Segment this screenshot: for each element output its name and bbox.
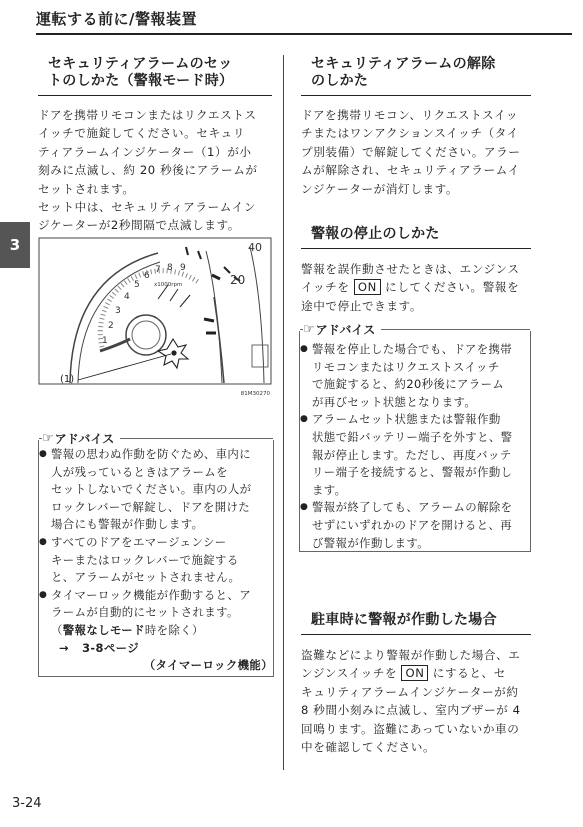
section-body-alarm-release — [301, 106, 531, 198]
line: で施錠すると、約20秒後にアラーム — [312, 377, 505, 392]
paren: （ — [51, 622, 63, 637]
advice-rule — [120, 438, 273, 439]
section-title-alarm-stop: 警報の停止のしかた — [301, 226, 531, 249]
advice-item — [39, 534, 273, 587]
meter-illustration — [38, 237, 272, 397]
left-column — [38, 56, 272, 96]
speed-label: 40 — [248, 241, 262, 254]
meter-svg — [38, 237, 272, 397]
line: ● タイマーロック機能が作動すると、ア — [51, 587, 251, 602]
page-header-title: 運転する前に/警報装置 — [36, 10, 197, 28]
tick-label: 7 — [155, 265, 161, 275]
line: が再びセット状態となります。 — [312, 394, 477, 409]
tick-label: 8 — [167, 263, 173, 273]
body-line: チまたはワンアクションスイッチ（タイ — [301, 126, 519, 141]
line: ● 警報の思わぬ作動を防ぐため、車内に — [51, 447, 251, 461]
section-title-alarm-release — [301, 56, 531, 96]
line: せずにいずれかのドアを開けると、再 — [312, 517, 513, 532]
title-line: セキュリティアラームの解除 — [311, 56, 496, 72]
advice-item — [300, 341, 530, 411]
advice-item — [39, 446, 273, 534]
section-body-alarm-stop — [301, 260, 531, 315]
advice-box-right — [299, 322, 531, 552]
body-line: ンジケーターが消灯します。 — [301, 181, 459, 196]
line — [51, 622, 273, 640]
body-line: セット中は、セキュリティアラームイン — [38, 200, 257, 215]
body-line: ムが解除され、セキュリティアラームイ — [301, 163, 520, 178]
title-line: トのしかた（警報モード時） — [48, 73, 234, 89]
section-body-alarm-set — [38, 106, 272, 235]
right-column-top — [301, 56, 531, 96]
tick-label: 9 — [180, 263, 186, 273]
page-header — [36, 8, 572, 35]
line: ● すべてのドアをエマージェンシー — [51, 534, 227, 549]
ref-title: （タイマーロック機能） — [143, 658, 273, 673]
body-line: ティアラームインジケーター（1）が小 — [38, 144, 252, 159]
body-line: 警報を誤作動させたときは、エンジンス — [301, 262, 520, 276]
body-line — [301, 664, 531, 682]
page-reference[interactable] — [51, 640, 273, 658]
header-rule — [36, 33, 572, 35]
body-line: 途中で停止できます。 — [301, 298, 423, 313]
body-line: ドアを携帯リモコンまたはリクエストス — [38, 108, 257, 122]
advice-rule — [381, 329, 530, 330]
advice-heading: アドバイス — [55, 430, 121, 447]
section-stop — [301, 226, 531, 249]
tick-label: 1 — [102, 336, 108, 346]
section-title-parked-alarm: 駐車時に警報が作動した場合 — [301, 612, 531, 635]
line: キーまたはロックレバーで施錠する — [51, 552, 239, 567]
paren-text: 時を除く） — [144, 622, 204, 637]
body-line: イッチで施錠してください。セキュリ — [38, 126, 246, 141]
line: 報が停止します。ただし、再度バッテ — [312, 447, 512, 462]
body-line: ドアを携帯リモコン、リクエストスイッ — [301, 108, 519, 122]
advice-item — [300, 411, 530, 499]
text: にすると、セ — [432, 666, 506, 681]
switch-on-label: ON — [401, 665, 428, 681]
callout-label: (1) — [60, 374, 75, 385]
advice-list — [39, 446, 273, 675]
pointing-hand-icon: ☞ — [303, 322, 315, 337]
line: ● 警報を停止した場合でも、ドアを携帯 — [312, 342, 513, 356]
tick-label: 5 — [134, 280, 140, 290]
tick-label: 4 — [124, 292, 130, 302]
body-line: 回鳴ります。盗難にあっていないか車の — [301, 721, 520, 736]
title-line: セキュリティアラームのセッ — [48, 56, 233, 72]
line: 人が残っているときはアラームを — [51, 464, 228, 479]
section-parked — [301, 612, 531, 635]
line: ラームが自動的にセットされます。 — [51, 605, 239, 620]
line: リモコンまたはリクエストスイッチ — [312, 359, 500, 374]
page-number: 3-24 — [12, 796, 42, 811]
advice-list — [300, 341, 530, 552]
body-line: プ別装備）で解錠してください。アラー — [301, 144, 521, 159]
line: ロックレバーで解錠し、ドアを開けた — [51, 499, 251, 514]
line: ● アラームセット状態または警報作動 — [312, 412, 501, 427]
advice-box-left — [38, 431, 274, 677]
advice-header — [39, 430, 273, 447]
body-line: 刻みに点滅し、約 20 秒後にアラームが — [38, 163, 258, 178]
body-line — [301, 278, 531, 296]
figure-code: 81M30270 — [240, 391, 270, 397]
advice-item — [39, 587, 273, 675]
title-line: のしかた — [311, 73, 369, 89]
body-line: 盗難などにより警報が作動した場合、エ — [301, 648, 521, 662]
column-divider — [283, 55, 284, 770]
text: にしてください。警報を — [385, 280, 520, 295]
body-line: 中を確認してください。 — [301, 740, 436, 755]
text: ンジンスイッチを — [301, 666, 398, 681]
line: び警報が作動します。 — [312, 535, 429, 550]
section-body-parked-alarm — [301, 646, 531, 756]
advice-item — [300, 499, 530, 552]
line: ● 警報が終了しても、アラームの解除を — [312, 500, 513, 515]
tick-label: 3 — [115, 306, 121, 316]
body-line: セットされます。 — [38, 181, 135, 196]
mode-name: 警報なしモード — [62, 622, 145, 637]
line: リー端子を接続すると、警報が作動し — [312, 465, 513, 480]
line: セットしないでください。車内の人が — [51, 482, 252, 497]
advice-heading: アドバイス — [316, 321, 382, 338]
line: 状態で鉛バッテリー端子を外すと、警 — [312, 429, 513, 444]
line: 場合にも警報が作動します。 — [51, 517, 204, 532]
switch-on-label: ON — [354, 279, 381, 295]
tick-label: 6 — [144, 271, 150, 281]
line: と、アラームがセットされません。 — [51, 570, 241, 585]
ref-page: 3-8ページ — [82, 640, 139, 655]
tick-label: 2 — [108, 321, 114, 331]
tach-unit-label: x1000rpm — [154, 282, 183, 288]
arrow-icon: → — [59, 640, 69, 655]
line: ます。 — [312, 482, 347, 497]
body-line: 8 秒間小刻みに点滅し、室内ブザーが 4 — [301, 703, 521, 718]
section-title-alarm-set — [38, 56, 272, 96]
body-line: ジケーターが2秒間隔で点滅します。 — [38, 218, 240, 233]
advice-header — [300, 321, 530, 338]
text: イッチを — [301, 280, 350, 295]
chapter-tab: 3 — [0, 222, 30, 268]
speed-label: 20 — [230, 273, 246, 287]
body-line: キュリティアラームインジケーターが約 — [301, 684, 519, 699]
pointing-hand-icon: ☞ — [42, 431, 54, 446]
